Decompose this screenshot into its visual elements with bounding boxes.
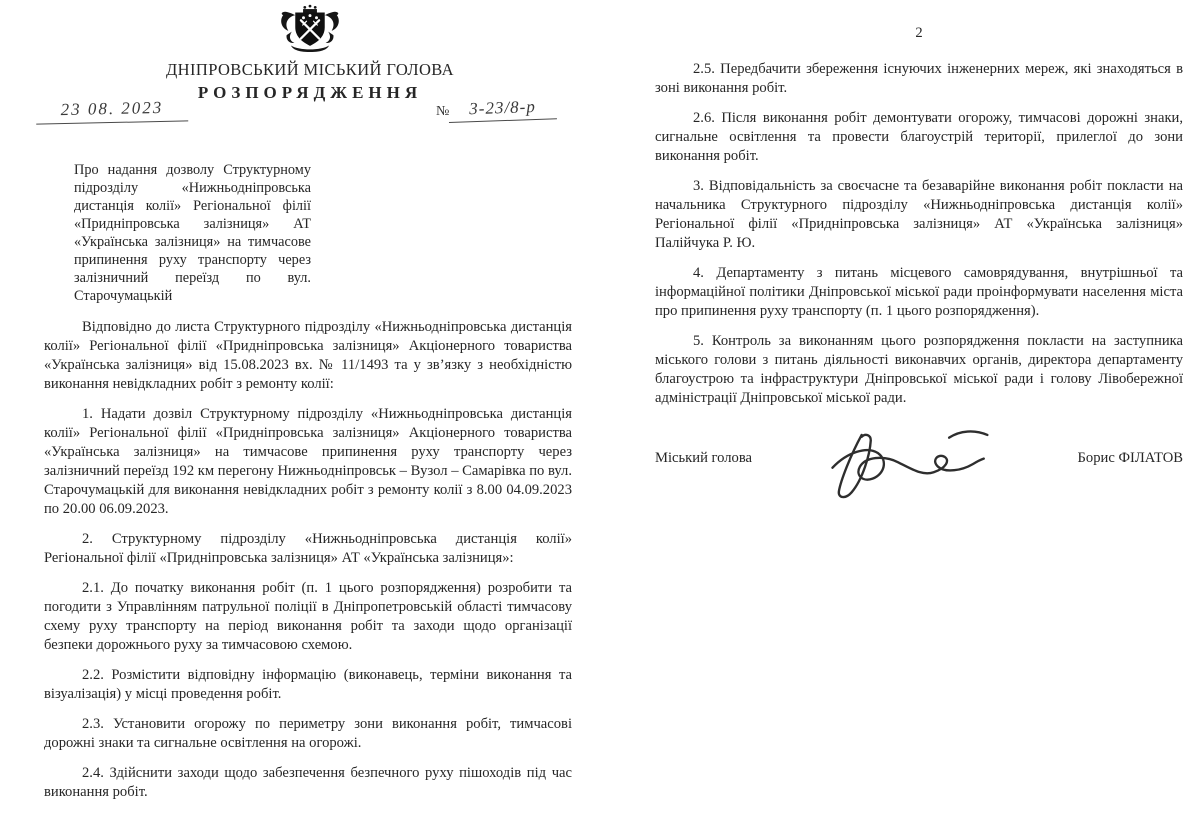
page2-body — [655, 60, 1183, 419]
document-page-2 — [600, 0, 1200, 800]
org-name: ДНІПРОВСЬКИЙ МІСЬКИЙ ГОЛОВА — [166, 60, 454, 79]
dnipro-city-coat-of-arms-icon — [271, 2, 349, 56]
number-sign: № — [436, 104, 450, 119]
para-2-4: 2.4. Здійснити заходи щодо забезпечення безпечного руху пішоходів під час виконання робіт. — [44, 765, 572, 800]
para-2: 2. Структурному підрозділу «Нижньодніпровська дистанція колії» Регіональної філії «Придніпровська залізниця» АТ «Українська залізниця»: — [44, 531, 572, 566]
signatory-name: Борис ФІЛАТОВ — [1077, 450, 1183, 466]
para-5: 5. Контроль за виконанням цього розпорядження покласти на заступника міського голови з питань діяльності виконавчих органів, директора департаменту благоустрою та інфраструктури Дніпровської міської ради і голову Лівобережної адміністрації Дніпровської міської ради. — [655, 333, 1183, 406]
para-3: 3. Відповідальність за своєчасне та безаварійне виконання робіт покласти на начальника Структурного підрозділу «Нижньодніпровська дистанція колії» Регіональної філії «Придніпровська залізниця» АТ «Українська залізниця» Палійчука Р. Ю. — [655, 178, 1183, 251]
signature-title: Міський голова — [655, 450, 753, 466]
document-page-1 — [0, 0, 600, 800]
para-2-3: 2.3. Установити огорожу по периметру зони виконання робіт, тимчасові дорожні знаки та сигнальне освітлення на огорожі. — [44, 716, 572, 751]
signature-icon — [812, 424, 1017, 506]
subject-block: Про надання дозволу Структурному підрозділу «Нижньодніпровська дистанція колії» Регіональної філії «Придніпровська залізниця» АТ «Українська залізниця» на тимчасове припинення руху транспорту через залізничний переїзд по вул. Старочумацькій — [74, 162, 311, 304]
page1-body — [44, 318, 572, 813]
letterhead — [60, 2, 560, 103]
number-handwritten: 3-23/8-р — [449, 96, 558, 123]
para-2-5: 2.5. Передбачити збереження існуючих інженерних мереж, які знаходяться в зоні виконання робіт. — [655, 61, 1183, 96]
para-2-1: 2.1. До початку виконання робіт (п. 1 цього розпорядження) розробити та погодити з Управлінням патрульної поліції в Дніпропетровській області тимчасову схему руху транспорту на період виконання робіт та заходи щодо організації безпеки дорожнього руху за тимчасовою схемою. — [44, 580, 572, 653]
doc-number — [436, 96, 557, 123]
doc-type-title: РОЗПОРЯДЖЕННЯ — [197, 83, 423, 102]
para-intro: Відповідно до листа Структурного підрозділу «Нижньодніпровська дистанція колії» Регіональної філії «Придніпровська залізниця» Акціонерного товариства «Українська залізниця» від 15.08.2023 вх. № 11/1493 та у зв’язку з необхідністю виконання невідкладних робіт з ремонту колії: — [44, 319, 572, 392]
page-number: 2 — [915, 25, 923, 41]
signature-row — [655, 430, 1183, 506]
para-4: 4. Департаменту з питань місцевого самоврядування, внутрішньої та інформаційної політики Дніпровської міської ради проінформувати населення міста про припинення руху транспорту (п. 1 цього розпорядження). — [655, 265, 1183, 319]
para-2-2: 2.2. Розмістити відповідну інформацію (виконавець, терміни виконання та візуалізація) у місці проведення робіт. — [44, 667, 572, 702]
date-handwritten: 23 08. 2023 — [36, 97, 188, 124]
para-2-6: 2.6. Після виконання робіт демонтувати огорожу, тимчасові дорожні знаки, сигнальне освітлення та провести благоустрій території, прилеглої до зони виконання робіт. — [655, 110, 1183, 164]
para-1: 1. Надати дозвіл Структурному підрозділу «Нижньодніпровська дистанція колії» Регіональної філії «Придніпровська залізниця» Акціонерного товариства «Українська залізниця» на тимчасове припинення руху транспорту через залізничний переїзд 192 км перегону Нижньодніпровськ – Вузол – Самарівка по вул. Старочумацькій для виконання невідкладних робіт з ремонту колії з 8.00 04.09.2023 по 20.00 06.09.2023. — [44, 406, 572, 517]
signature-handwritten — [752, 424, 1078, 506]
